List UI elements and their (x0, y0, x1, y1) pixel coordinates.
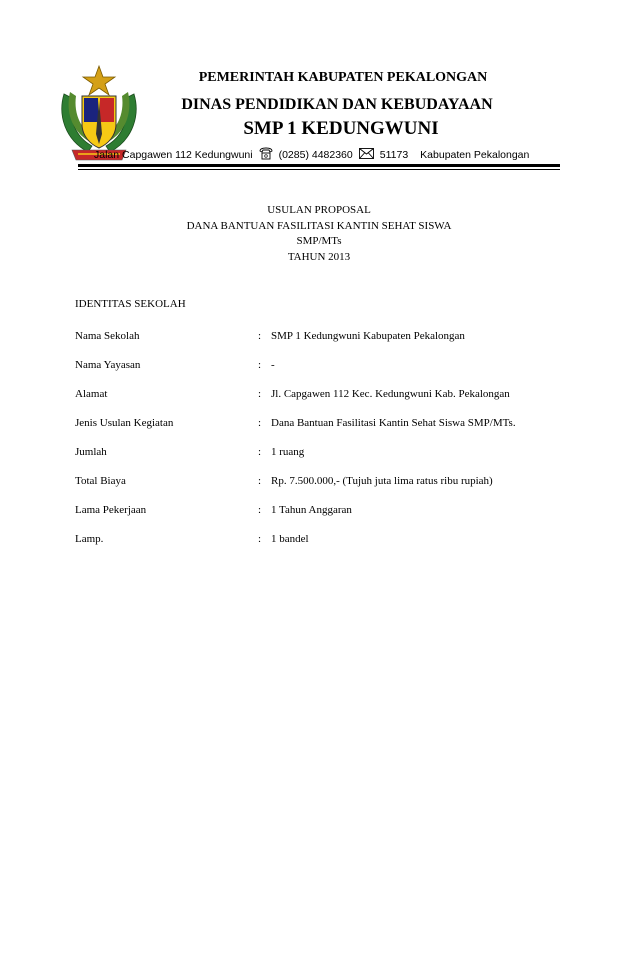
row-label: Jumlah (75, 446, 107, 458)
row-separator: : (258, 533, 262, 545)
postal-code: 51173 (379, 149, 409, 161)
phone-icon (259, 147, 273, 163)
row-value: 1 ruang (271, 446, 305, 458)
row-value: Jl. Capgawen 112 Kec. Kedungwuni Kab. Pekalongan (271, 388, 510, 400)
identity-heading: IDENTITAS SEKOLAH (75, 298, 186, 310)
row-separator: : (258, 330, 262, 342)
title-line-1: USULAN PROPOSAL (267, 204, 371, 216)
agency-heading: DINAS PENDIDIKAN DAN KEBUDAYAAN (181, 96, 493, 113)
row-separator: : (258, 359, 262, 371)
row-separator: : (258, 475, 262, 487)
row-separator: : (258, 446, 262, 458)
row-label: Nama Sekolah (75, 330, 140, 342)
proposal-title (0, 203, 638, 265)
school-heading: SMP 1 KEDUNGWUNI (243, 118, 439, 139)
row-separator: : (258, 417, 262, 429)
row-value: Rp. 7.500.000,- (Tujuh juta lima ratus ribu rupiah) (271, 475, 493, 487)
row-label: Total Biaya (75, 475, 126, 487)
row-value: SMP 1 Kedungwuni Kabupaten Pekalongan (271, 330, 465, 342)
row-value: - (271, 359, 275, 371)
government-heading: PEMERINTAH KABUPATEN PEKALONGAN (198, 70, 488, 85)
envelope-icon (359, 148, 374, 162)
letterhead-rule-thin (78, 169, 560, 170)
row-label: Jenis Usulan Kegiatan (75, 417, 174, 429)
title-line-3: SMP/MTs (296, 235, 342, 247)
letterhead-rule-thick (78, 164, 560, 167)
title-line-4: TAHUN 2013 (287, 250, 351, 263)
row-label: Lama Pekerjaan (75, 504, 147, 516)
title-line-2: DANA BANTUAN FASILITASI KANTIN SEHAT SISWA (186, 219, 452, 232)
row-separator: : (258, 388, 262, 400)
contact-line (94, 147, 529, 163)
row-value: 1 bandel (271, 533, 309, 545)
phone-number: (0285) 4482360 (278, 149, 353, 161)
row-separator: : (258, 504, 262, 516)
row-value: Dana Bantuan Fasilitasi Kantin Sehat Siswa SMP/MTs. (271, 417, 516, 429)
row-label: Lamp. (75, 533, 104, 545)
address-text: Jalan Capgawen 112 Kedungwuni (94, 149, 253, 161)
regency-text: Kabupaten Pekalongan (420, 149, 530, 161)
row-label: Nama Yayasan (75, 359, 141, 371)
row-value: 1 Tahun Anggaran (271, 504, 352, 516)
row-label: Alamat (75, 388, 108, 400)
